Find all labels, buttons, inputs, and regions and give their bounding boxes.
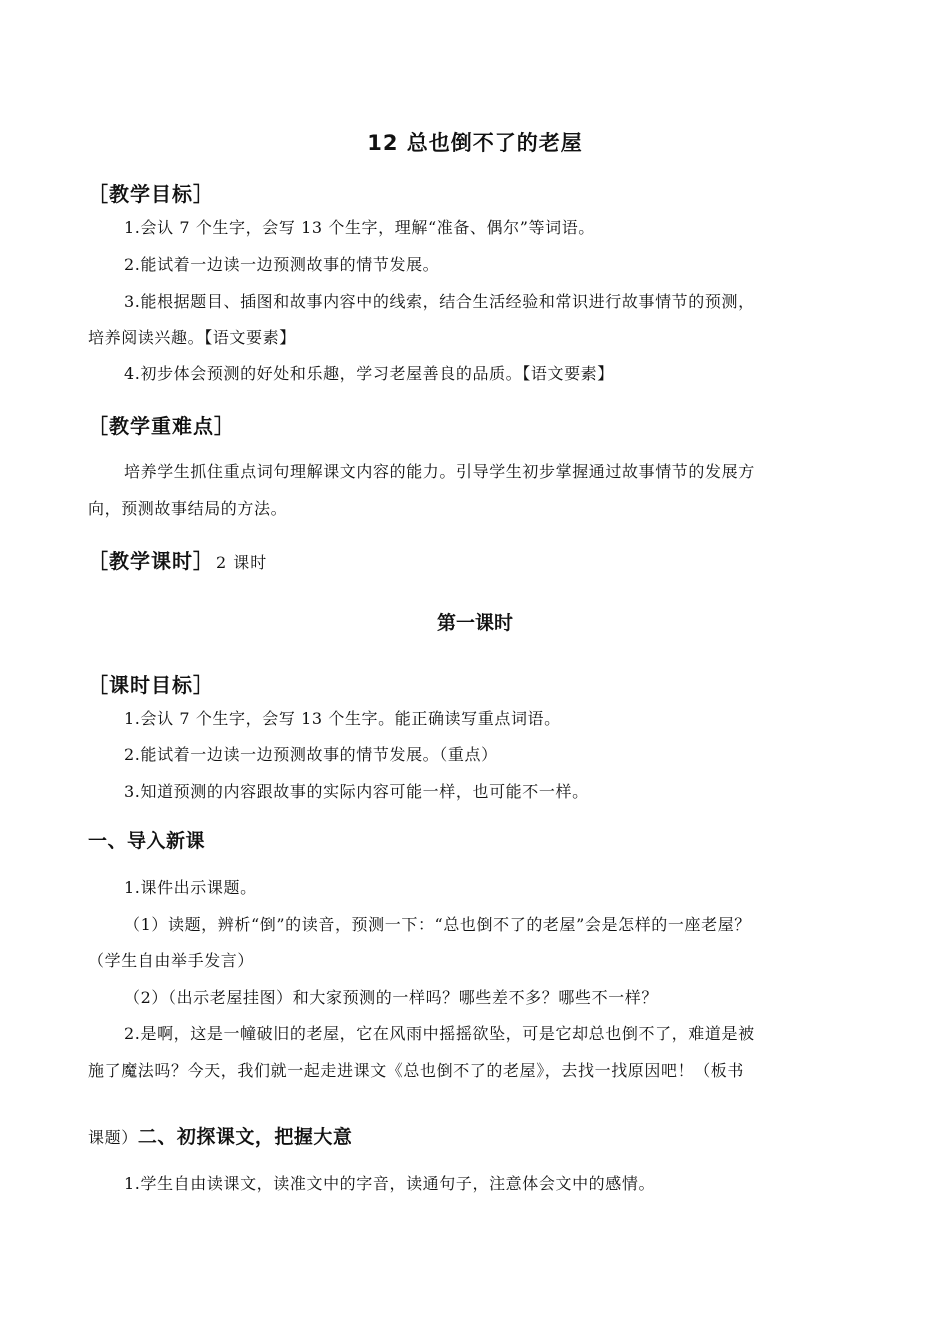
periods-value: 2 课时 (216, 553, 268, 572)
lesson-goal-2: 2.能试着一边读一边预测故事的情节发展。（重点） (124, 745, 498, 764)
part2-prefix: 课题） (88, 1128, 138, 1147)
part1-line-6: 施了魔法吗？今天，我们就一起走进课文《总也倒不了的老屋》，去找一找原因吧！（板书 (88, 1061, 745, 1080)
periods-label: ［教学课时］ (88, 549, 214, 573)
part1-line-2: （1）读题，辨析“倒”的读音，预测一下：“总也倒不了的老屋”会是怎样的一座老屋？ (124, 915, 751, 934)
part2-heading-row (88, 1122, 352, 1149)
key-points-line-2: 向，预测故事结局的方法。 (88, 499, 288, 518)
objectives-heading: ［教学目标］ (88, 182, 214, 206)
lesson1-heading: 第一课时 (436, 612, 513, 634)
part2-heading: 二、初探课文，把握大意 (137, 1126, 353, 1148)
lesson-goal-1: 1.会认 7 个生字，会写 13 个生字。能正确读写重点词语。 (124, 709, 561, 728)
part1-heading: 一、导入新课 (88, 830, 206, 852)
key-points-heading: ［教学重难点］ (88, 414, 235, 438)
page-title: 12 总也倒不了的老屋 (367, 131, 583, 155)
part1-line-3: （学生自由举手发言） (88, 951, 255, 970)
objective-item-3: 3.能根据题目、插图和故事内容中的线索，结合生活经验和常识进行故事情节的预测， (124, 292, 755, 311)
periods-heading (88, 545, 267, 574)
part1-line-1: 1.课件出示课题。 (124, 878, 257, 897)
objective-item-2: 2.能试着一边读一边预测故事的情节发展。 (124, 255, 440, 274)
objective-item-4: 4.初步体会预测的好处和乐趣，学习老屋善良的品质。【语文要素】 (124, 364, 614, 383)
objective-item-1: 1.会认 7 个生字，会写 13 个生字，理解“准备、偶尔”等词语。 (124, 218, 595, 237)
objective-item-3-cont: 培养阅读兴趣。【语文要素】 (88, 328, 296, 347)
part2-line-1: 1.学生自由读课文，读准文中的字音，读通句子，注意体会文中的感情。 (124, 1174, 656, 1193)
part1-line-4: （2）（出示老屋挂图）和大家预测的一样吗？哪些差不多？哪些不一样？ (124, 988, 658, 1007)
part1-line-5: 2.是啊，这是一幢破旧的老屋，它在风雨中摇摇欲坠，可是它却总也倒不了，难道是被 (124, 1024, 755, 1043)
lesson-goal-3: 3.知道预测的内容跟故事的实际内容可能一样，也可能不一样。 (124, 782, 589, 801)
key-points-line-1: 培养学生抓住重点词句理解课文内容的能力。引导学生初步掌握通过故事情节的发展方 (124, 462, 755, 481)
lesson-goals-heading: ［课时目标］ (88, 673, 214, 697)
